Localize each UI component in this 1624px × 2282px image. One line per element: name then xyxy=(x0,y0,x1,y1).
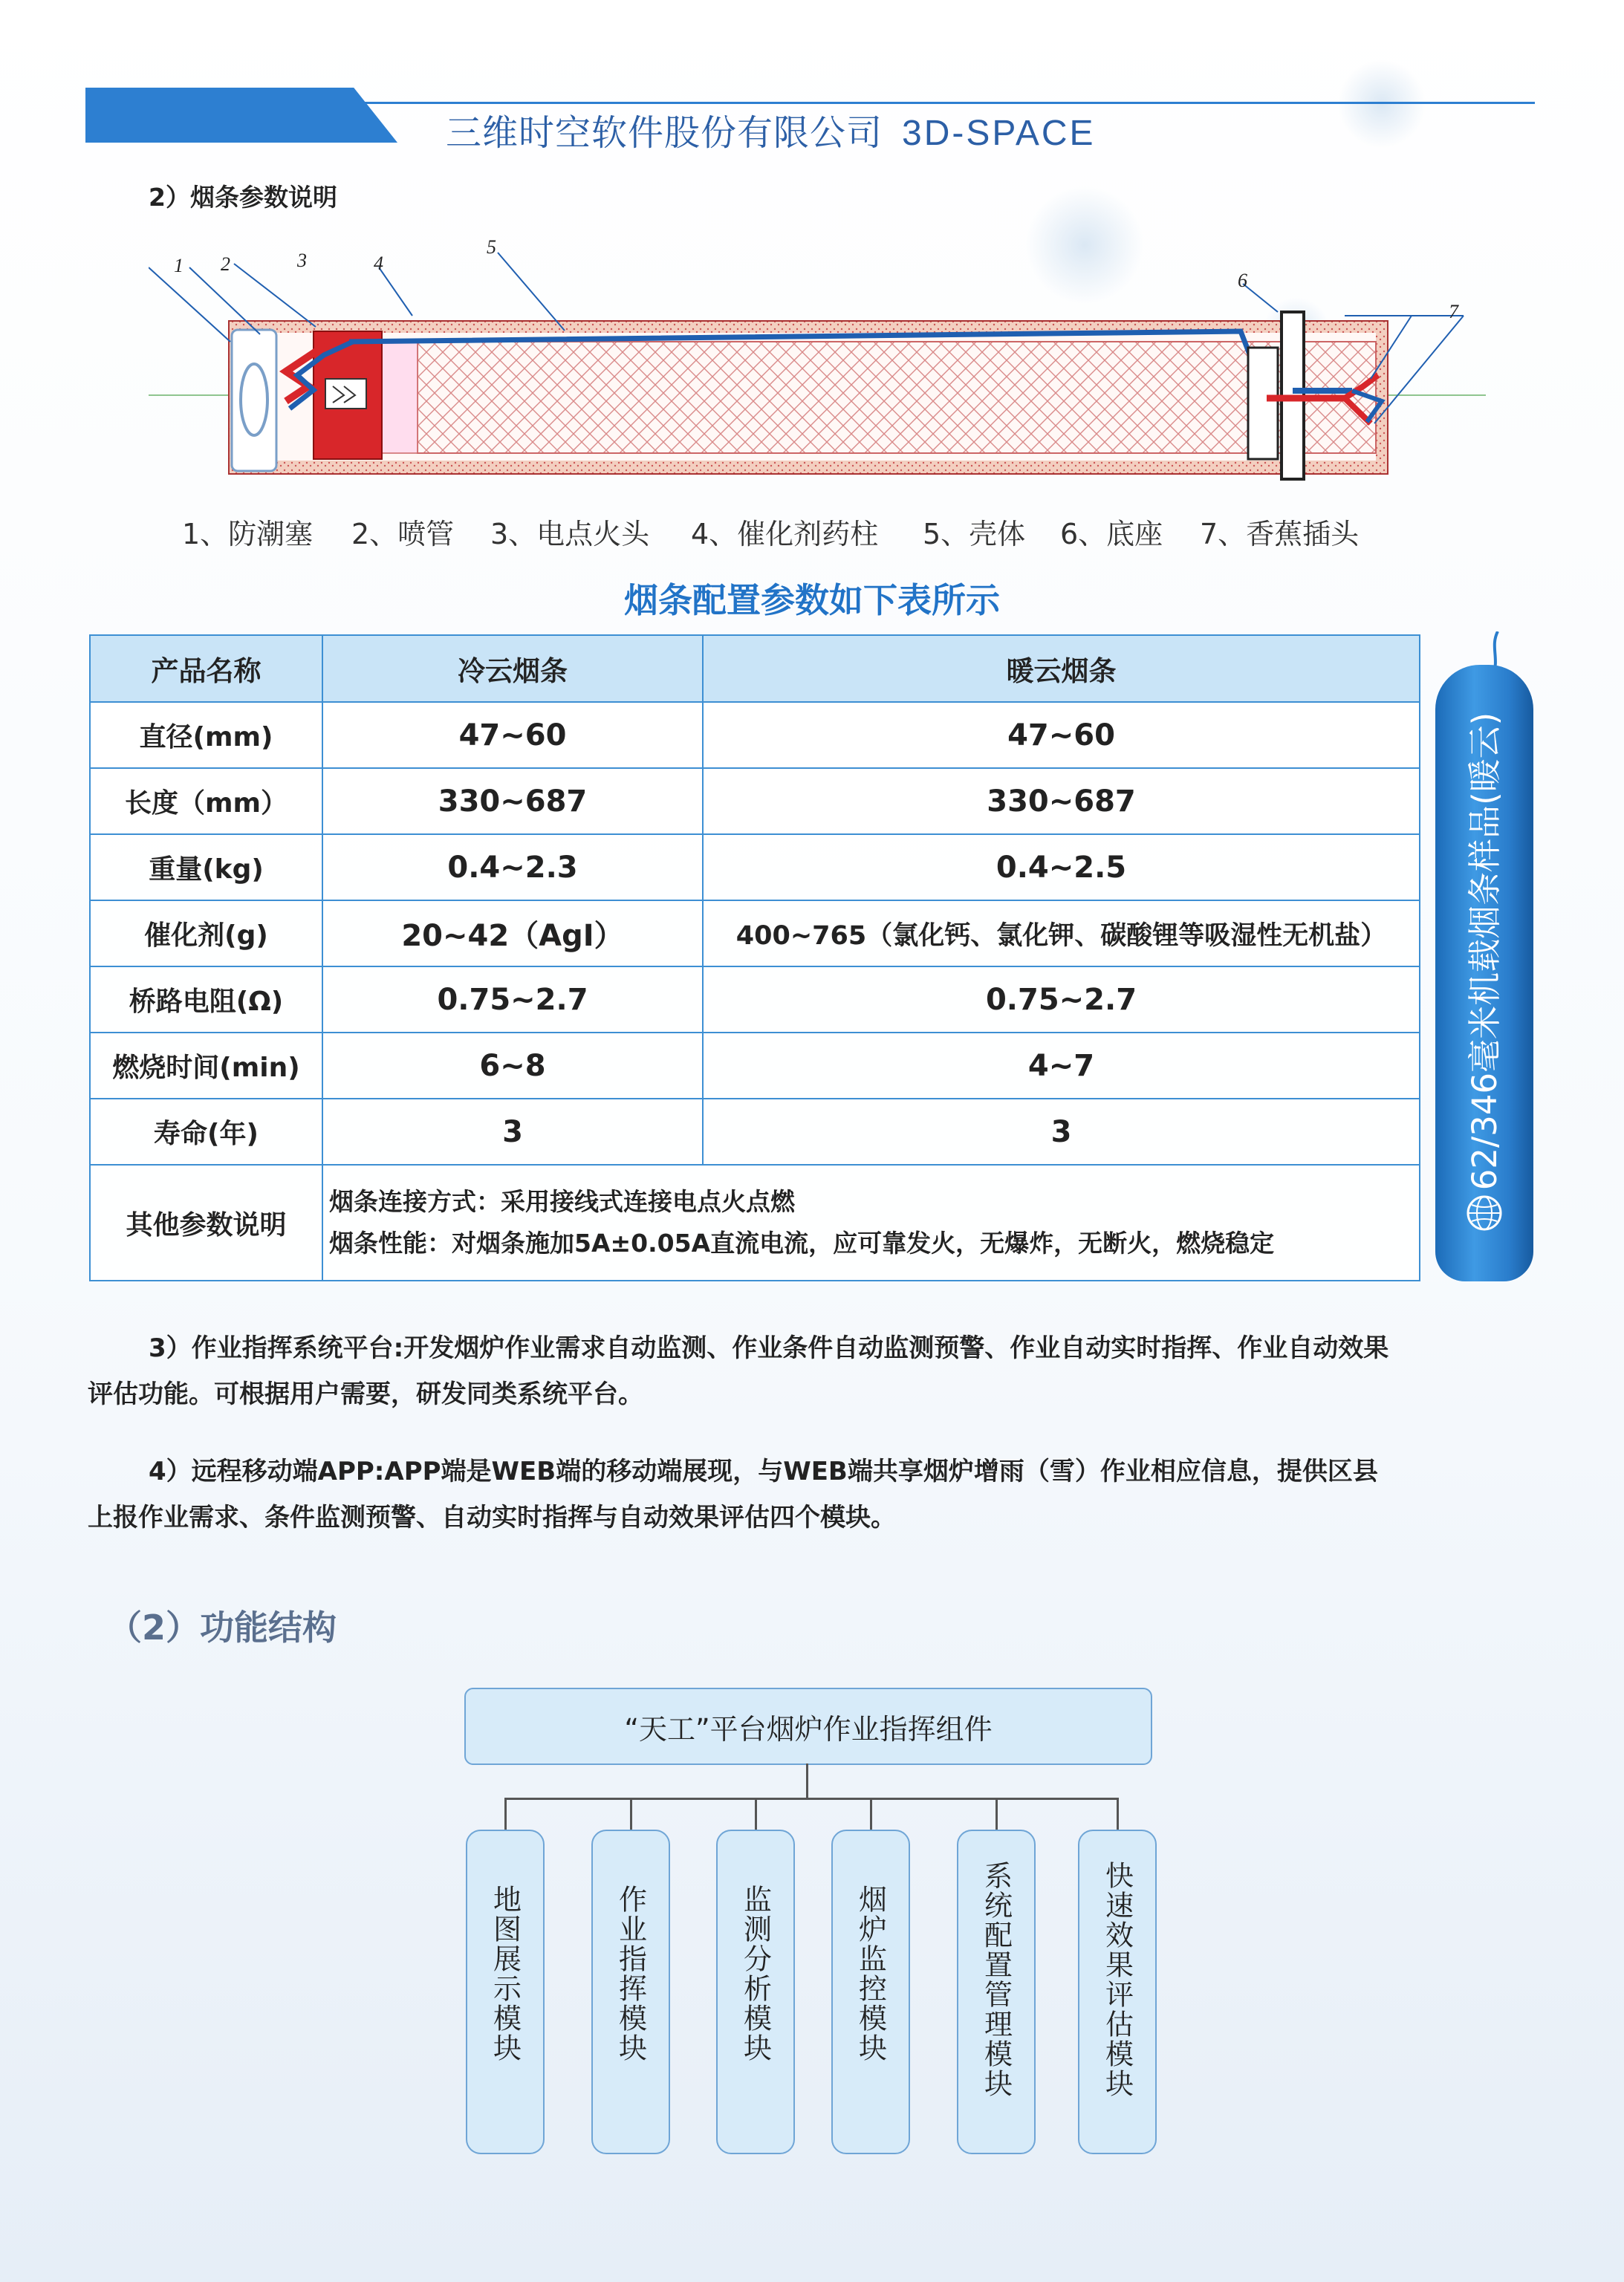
part-label: 5、壳体 xyxy=(923,518,1026,550)
callout-1: 1 xyxy=(174,255,183,276)
note-line: 烟条连接方式：采用接线式连接电点火点燃 xyxy=(329,1187,795,1216)
notes-cell xyxy=(322,1165,1420,1281)
part-label: 7、香蕉插头 xyxy=(1200,518,1360,550)
row-label: 燃烧时间(min) xyxy=(90,1033,322,1099)
part-label: 1、防潮塞 xyxy=(182,518,314,550)
row-label: 催化剂(g) xyxy=(90,900,322,966)
notes-label: 其他参数说明 xyxy=(90,1165,322,1281)
smoke-stick-diagram xyxy=(149,238,1501,490)
connector-line xyxy=(755,1798,757,1830)
cold-cloud-value: 0.4~2.3 xyxy=(322,834,703,900)
module-node-furnace xyxy=(831,1830,910,2154)
module-node-config xyxy=(957,1830,1036,2154)
module-label: 系统配置管理模块 xyxy=(979,1861,1013,2099)
table-row xyxy=(90,1099,1420,1165)
connector-line xyxy=(504,1798,1118,1800)
warm-cloud-value: 330~687 xyxy=(703,768,1420,834)
callout-4: 4 xyxy=(374,253,383,274)
warm-cloud-value: 400~765（氯化钙、氯化钾、碳酸锂等吸湿性无机盐） xyxy=(703,900,1420,966)
header-title xyxy=(446,104,1096,155)
paragraph-line: 4）远程移动端APP:APP端是WEB端的移动端展现，与WEB端共享烟炉增雨（雪）作业相应信息，提供区县 xyxy=(149,1457,1378,1486)
warm-cloud-value: 47~60 xyxy=(703,702,1420,768)
module-node-evaluation xyxy=(1078,1830,1157,2154)
cold-cloud-value: 330~687 xyxy=(322,768,703,834)
connector-line xyxy=(806,1763,808,1798)
table-row xyxy=(90,900,1420,966)
row-label: 长度（mm） xyxy=(90,768,322,834)
header-accent-bar xyxy=(85,88,397,143)
warm-cloud-value: 0.75~2.7 xyxy=(703,966,1420,1033)
table-caption: 烟条配置参数如下表所示 xyxy=(624,580,1000,620)
paragraph-line: 3）作业指挥系统平台:开发烟炉作业需求自动监测、作业条件自动监测预警、作业自动实时指挥、作业自动效果 xyxy=(149,1333,1389,1363)
module-node-map xyxy=(466,1830,545,2154)
callout-3: 3 xyxy=(297,250,307,271)
section-heading: （2）功能结构 xyxy=(108,1608,337,1648)
row-label: 寿命(年) xyxy=(90,1099,322,1165)
table-notes-row xyxy=(90,1165,1420,1281)
background-decoration xyxy=(1337,59,1426,149)
connector-line xyxy=(504,1798,507,1830)
cold-cloud-value: 20~42（AgI） xyxy=(322,900,703,966)
part-label: 6、底座 xyxy=(1060,518,1163,550)
table-header-cell: 冷云烟条 xyxy=(322,635,703,702)
table-row xyxy=(90,834,1420,900)
row-label: 重量(kg) xyxy=(90,834,322,900)
paragraph-line: 上报作业需求、条件监测预警、自动实时指挥与自动效果评估四个模块。 xyxy=(88,1503,896,1532)
cold-cloud-value: 47~60 xyxy=(322,702,703,768)
paragraph-command-platform xyxy=(88,1325,1536,1417)
table-row xyxy=(90,702,1420,768)
row-label: 桥路电阻(Ω) xyxy=(90,966,322,1033)
callout-7: 7 xyxy=(1449,301,1458,322)
module-label: 监测分析模块 xyxy=(738,1885,772,2063)
sample-banner-text: 62/346毫米机载烟条样品(暖云) xyxy=(1465,712,1505,1190)
row-label: 直径(mm) xyxy=(90,702,322,768)
part-label: 4、催化剂药柱 xyxy=(691,518,879,550)
cold-cloud-value: 6~8 xyxy=(322,1033,703,1099)
note-line: 烟条性能：对烟条施加5A±0.05A直流电流，应可靠发火，无爆炸，无断火，燃烧稳定 xyxy=(329,1229,1275,1258)
connector-line xyxy=(995,1798,998,1830)
paragraph-line: 评估功能。可根据用户需要，研发同类系统平台。 xyxy=(88,1379,643,1409)
sample-banner-text-wrap xyxy=(1438,676,1527,1226)
table-row xyxy=(90,966,1420,1033)
globe-logo-icon xyxy=(1466,1194,1503,1232)
part-label: 3、电点火头 xyxy=(490,518,650,550)
warm-cloud-value: 4~7 xyxy=(703,1033,1420,1099)
callout-6: 6 xyxy=(1238,270,1247,291)
module-label: 烟炉监控模块 xyxy=(854,1885,887,2063)
table-header-cell: 暖云烟条 xyxy=(703,635,1420,702)
table-header-row xyxy=(90,635,1420,702)
cold-cloud-value: 0.75~2.7 xyxy=(322,966,703,1033)
table-row xyxy=(90,768,1420,834)
company-en-name: 3D-SPACE xyxy=(902,114,1096,153)
module-node-monitoring xyxy=(716,1830,795,2154)
warm-cloud-value: 0.4~2.5 xyxy=(703,834,1420,900)
spec-table xyxy=(89,634,1420,1281)
connector-line xyxy=(870,1798,872,1830)
table-row xyxy=(90,1033,1420,1099)
table-header-cell: 产品名称 xyxy=(90,635,322,702)
diagram-heading: 2）烟条参数说明 xyxy=(149,183,337,212)
part-label: 2、喷管 xyxy=(351,518,455,550)
cold-cloud-value: 3 xyxy=(322,1099,703,1165)
company-name: 三维时空软件股份有限公司 xyxy=(446,112,883,154)
paragraph-mobile-app xyxy=(88,1449,1536,1541)
callout-2: 2 xyxy=(221,253,230,275)
module-label: 作业指挥模块 xyxy=(614,1885,647,2063)
connector-line xyxy=(1117,1798,1119,1830)
module-node-command xyxy=(591,1830,670,2154)
warm-cloud-value: 3 xyxy=(703,1099,1420,1165)
org-root-node: “天工”平台烟炉作业指挥组件 xyxy=(464,1688,1152,1765)
callout-5: 5 xyxy=(487,236,496,258)
connector-line xyxy=(630,1798,632,1830)
module-label: 快速效果评估模块 xyxy=(1100,1861,1134,2099)
module-label: 地图展示模块 xyxy=(488,1885,522,2063)
